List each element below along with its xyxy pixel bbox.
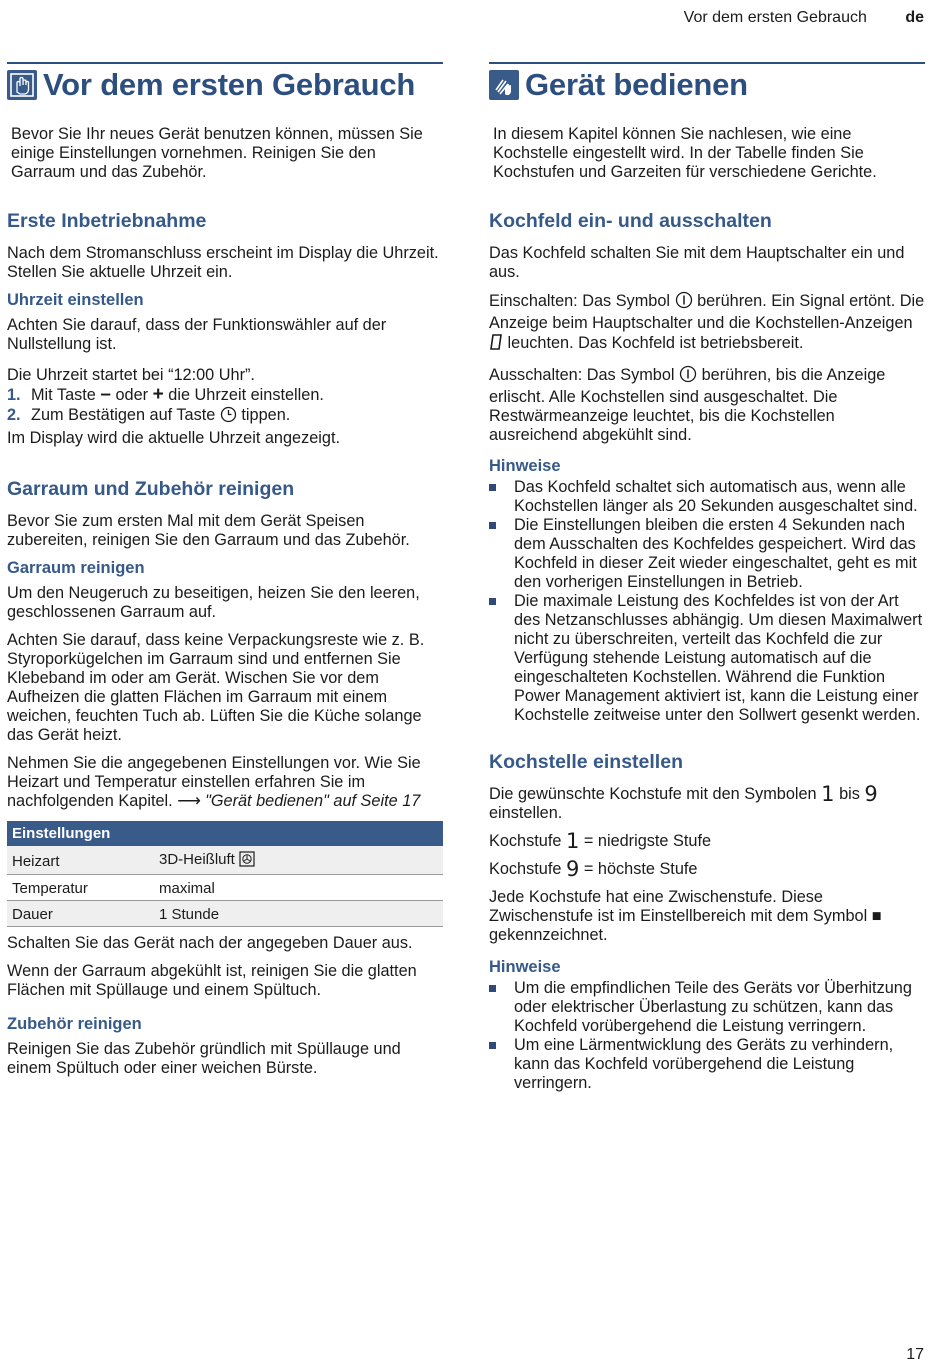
paragraph-text: Nehmen Sie die angegebenen Einstellungen vor. Wie Sie Heizart und Temperatur einstellen erfahren Sie im nachfolgenden Kapitel. bbox=[7, 754, 421, 810]
paragraph: Das Kochfeld schalten Sie mit dem Hauptschalter ein und aus. bbox=[489, 244, 905, 281]
table-row bbox=[7, 901, 443, 927]
paragraph bbox=[489, 782, 925, 823]
paragraph-text: leuchten. Das Kochfeld ist betriebsbereit. bbox=[507, 334, 804, 352]
running-header bbox=[684, 9, 924, 27]
paragraph: Achten Sie darauf, dass keine Verpackungsreste wie z. B. Styroporkügelchen im Garraum sind und entfernen Sie Klebeband im oder am Gerät. Wischen Sie vor dem Aufheizen die glatten Flächen im Garraum mit einem weichen, feuchten Tuch ab. Lüften Sie die Küche solange das Gerät heizt. bbox=[7, 631, 425, 744]
list-item-text: Die Einstellungen bleiben die ersten 4 Sekunden nach dem Ausschalten des Kochfeldes gespeichert. Wird das Kochfeld in dieser Zeit wieder eingeschaltet, geht es mit den vorherigen Einstellungen in Betrieb. bbox=[514, 516, 917, 591]
paragraph-text: Einschalten: Das Symbol bbox=[489, 292, 670, 310]
step-item bbox=[7, 385, 443, 405]
table-cell-label: Temperatur bbox=[7, 875, 154, 901]
paragraph-text: Die gewünschte Kochstufe mit den Symbolen bbox=[489, 785, 817, 803]
paragraph-text: = höchste Stufe bbox=[583, 860, 698, 878]
table-cell-value: 1 Stunde bbox=[154, 901, 443, 927]
paragraph bbox=[489, 291, 925, 356]
paragraph: Bevor Sie zum ersten Mal mit dem Gerät Speisen zubereiten, reinigen Sie den Garraum und das Zubehör. bbox=[7, 512, 410, 549]
table-cell-value bbox=[154, 846, 443, 875]
list-item-text: Um die empfindlichen Teile des Geräts vor Überhitzung oder elektrischer Überlastung zu schützen, kann das Kochfeld vorübergehend die Leistung verringern. bbox=[514, 979, 912, 1035]
table-cell-label: Heizart bbox=[7, 846, 154, 875]
table-header: Einstellungen bbox=[7, 821, 443, 846]
step-text: oder bbox=[115, 386, 149, 404]
subsection-title-garraum-reinigen: Garraum reinigen bbox=[7, 559, 145, 577]
list-item bbox=[489, 592, 925, 725]
table-row bbox=[7, 875, 443, 901]
heating-mode-value: 3D-Heißluft bbox=[159, 851, 235, 868]
section-title-kochfeld-ein-aus: Kochfeld ein- und ausschalten bbox=[489, 210, 772, 232]
list-item-text: Die maximale Leistung des Kochfeldes ist von der Art des Netzanschlusses abhängig. Um diesen Maximalwert nicht zu überschreiten, verteilt das Kochfeld die zur Verfügung stehende Leistung automatisch auf die eingeschalteten Kochstellen. Während die Funktion Power Management aktiviert ist, kann die Leistung einer Kochstelle zeitweise unter den Sollwert gesenkt werden. bbox=[514, 592, 923, 724]
step-number: 1. bbox=[7, 386, 21, 404]
main-switch-icon bbox=[679, 365, 697, 388]
step-number: 2. bbox=[7, 406, 21, 424]
bullet-square-icon bbox=[489, 985, 496, 992]
chapter-title: Vor dem ersten Gebrauch bbox=[43, 67, 416, 102]
zero-display-icon bbox=[489, 333, 503, 356]
step-text: tippen. bbox=[241, 406, 291, 424]
paragraph bbox=[7, 754, 443, 811]
paragraph: Wenn der Garraum abgekühlt ist, reinigen Sie die glatten Flächen mit Spüllauge und einem Spültuch. bbox=[7, 962, 417, 999]
paragraph-text: = niedrigste Stufe bbox=[583, 832, 712, 850]
main-switch-icon bbox=[675, 291, 693, 314]
section-title-kochstelle-einstellen: Kochstelle einstellen bbox=[489, 751, 683, 773]
bullet-square-icon bbox=[489, 1042, 496, 1049]
list-item bbox=[489, 979, 925, 1036]
subsection-title-uhrzeit-einstellen: Uhrzeit einstellen bbox=[7, 291, 144, 309]
level-one-symbol: 1 bbox=[821, 782, 835, 806]
paragraph: Schalten Sie das Gerät nach der angegeben Dauer aus. bbox=[7, 934, 413, 952]
step-list bbox=[7, 385, 443, 448]
chapter-title: Gerät bedienen bbox=[525, 67, 748, 102]
level-one-symbol: 1 bbox=[565, 829, 580, 853]
paragraph: Um den Neugeruch zu beseitigen, heizen Sie den leeren, geschlossenen Garraum auf. bbox=[7, 584, 420, 621]
right-column bbox=[489, 62, 925, 1102]
list-item bbox=[489, 1036, 925, 1093]
left-column bbox=[7, 62, 443, 1087]
table-row bbox=[7, 846, 443, 875]
hinweise-title: Hinweise bbox=[489, 457, 561, 475]
paragraph-text: Kochstufe bbox=[489, 860, 562, 878]
subsection-title-zubehoer-reinigen: Zubehör reinigen bbox=[7, 1015, 142, 1033]
bullet-square-icon bbox=[489, 598, 496, 605]
plus-key-icon: + bbox=[152, 384, 164, 405]
table-cell-value: maximal bbox=[154, 875, 443, 901]
page-number: 17 bbox=[906, 1346, 924, 1363]
paragraph bbox=[489, 365, 925, 445]
chapter-intro: In diesem Kapitel können Sie nachlesen, wie eine Kochstelle eingestellt wird. In der Tabelle finden Sie Kochstufen und Garzeiten für verschiedene Gerichte. bbox=[493, 125, 877, 181]
list-item-text: Um eine Lärmentwicklung des Geräts zu verhindern, kann das Kochfeld vorübergehend die Leistung verringern. bbox=[514, 1036, 894, 1092]
paragraph: Reinigen Sie das Zubehör gründlich mit Spüllauge und einem Spültuch oder einer weichen Bürste. bbox=[7, 1040, 401, 1077]
section-title-erste-inbetriebnahme: Erste Inbetriebnahme bbox=[7, 210, 207, 232]
level-nine-symbol: 9 bbox=[864, 782, 878, 806]
step-result: Im Display wird die aktuelle Uhrzeit angezeigt. bbox=[7, 429, 341, 447]
paragraph-text: berühren. Ein Signal ertönt. Die Anzeige beim Hauptschalter und die Kochstellen-Anzeigen bbox=[489, 292, 925, 332]
clock-key-icon bbox=[220, 406, 237, 428]
hand-touch-icon bbox=[7, 70, 37, 100]
chapter-heading-vor-dem-ersten-gebrauch bbox=[7, 62, 443, 103]
paragraph-text: berühren, bis die Anzeige erlischt. Alle Kochstellen sind ausgeschaltet. Die Restwärmeanzeige leuchtet, bis die Kochstellen ausreichend abgekühlt sind. bbox=[489, 366, 886, 444]
paragraph: Nach dem Stromanschluss erscheint im Display die Uhrzeit. Stellen Sie aktuelle Uhrzeit ein. bbox=[7, 244, 439, 281]
minus-key-icon: – bbox=[100, 384, 111, 405]
settings-table bbox=[7, 821, 443, 927]
level-nine-symbol: 9 bbox=[565, 857, 580, 881]
list-item-text: Das Kochfeld schaltet sich automatisch aus, wenn alle Kochstellen länger als 20 Sekunden ausgeschaltet sind. bbox=[514, 478, 918, 515]
bullet-square-icon bbox=[489, 484, 496, 491]
paragraph: Die Uhrzeit startet bei “12:00 Uhr”. bbox=[7, 366, 255, 384]
list-item bbox=[489, 478, 925, 516]
bullet-square-icon bbox=[489, 522, 496, 529]
fan-heat-icon bbox=[239, 851, 255, 871]
paragraph bbox=[489, 829, 925, 853]
step-text: Zum Bestätigen auf Taste bbox=[31, 406, 216, 424]
hand-operate-icon bbox=[489, 70, 519, 100]
header-section-title: Vor dem ersten Gebrauch bbox=[683, 9, 867, 26]
list-item bbox=[489, 516, 925, 592]
step-text: die Uhrzeit einstellen. bbox=[168, 386, 324, 404]
paragraph: Achten Sie darauf, dass der Funktionswähler auf der Nullstellung ist. bbox=[7, 316, 387, 353]
section-title-garraum-reinigen: Garraum und Zubehör reinigen bbox=[7, 478, 295, 500]
hinweise-list bbox=[489, 979, 925, 1093]
reference-arrow-icon: ⟶ bbox=[177, 792, 201, 810]
paragraph: Jede Kochstufe hat eine Zwischenstufe. Diese Zwischenstufe ist im Einstellbereich mit dem Symbol ■ gekennzeichnet. bbox=[489, 888, 882, 944]
hinweise-list bbox=[489, 478, 925, 725]
chapter-heading-geraet-bedienen bbox=[489, 62, 925, 103]
page-reference-link[interactable]: "Gerät bedienen" auf Seite 17 bbox=[205, 792, 421, 810]
chapter-intro: Bevor Sie Ihr neues Gerät benutzen können, müssen Sie einige Einstellungen vornehmen. Reinigen Sie den Garraum und das Zubehör. bbox=[11, 125, 423, 181]
paragraph-text: Kochstufe bbox=[489, 832, 562, 850]
header-language: de bbox=[905, 9, 924, 26]
paragraph bbox=[489, 857, 925, 881]
paragraph-text: Ausschalten: Das Symbol bbox=[489, 366, 675, 384]
table-cell-label: Dauer bbox=[7, 901, 154, 927]
paragraph-text: einstellen. bbox=[489, 804, 563, 822]
paragraph-text: bis bbox=[839, 785, 860, 803]
step-text: Mit Taste bbox=[31, 386, 96, 404]
step-item bbox=[7, 405, 443, 428]
hinweise-title: Hinweise bbox=[489, 958, 561, 976]
